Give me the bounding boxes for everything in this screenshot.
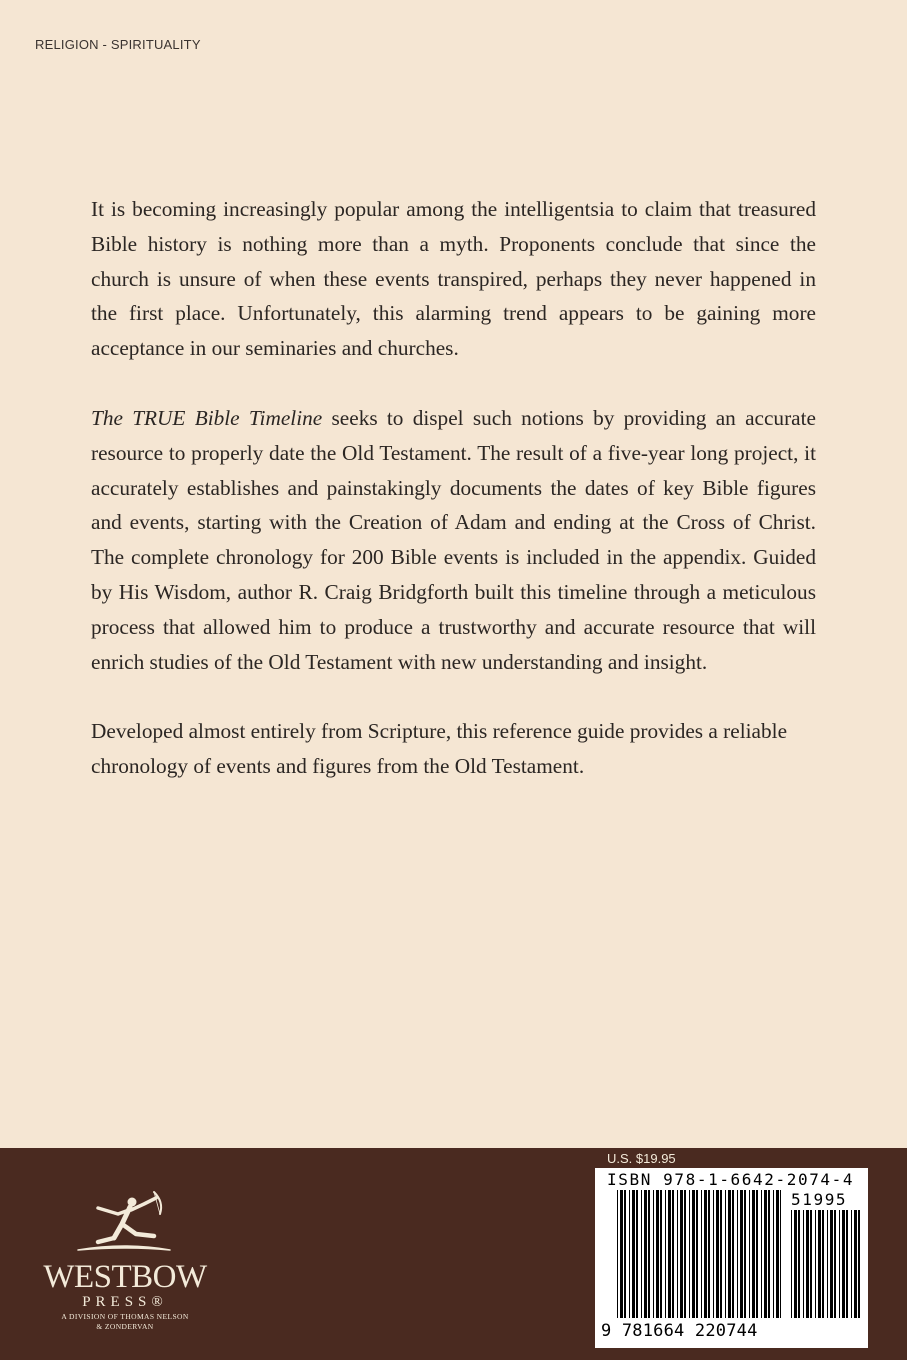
barcode-bar bbox=[749, 1190, 750, 1318]
barcode-bar bbox=[641, 1190, 642, 1318]
barcode-bar bbox=[842, 1210, 845, 1318]
price-label: U.S. $19.95 bbox=[607, 1151, 676, 1166]
barcode-bar bbox=[720, 1190, 722, 1318]
barcode-bar bbox=[684, 1190, 686, 1318]
publisher-division-line1: A DIVISION OF THOMAS NELSON bbox=[61, 1312, 189, 1321]
barcode-bar bbox=[617, 1190, 618, 1318]
barcode-bar bbox=[764, 1190, 767, 1318]
barcode-bar bbox=[624, 1190, 626, 1318]
barcode-bar bbox=[648, 1190, 650, 1318]
barcode-bar bbox=[768, 1190, 770, 1318]
barcode-bar bbox=[660, 1190, 662, 1318]
barcode-bar bbox=[696, 1190, 698, 1318]
description-paragraph-2-text: seeks to dispel such notions by providing an accurate resource to properly date the Old Testament. The result of a five-year long project, it accurately establishes and painstakingly documents the dates of key Bible figures and events, starting with the Creation of Adam and ending at the Cross of Christ. The complete chronology for 200 Bible events is included in the appendix. Guided by His Wisdom, author R. Craig Bridgforth built this timeline through a meticulous process that allowed him to produce a trustworthy and accurate resource that will enrich studies of the Old Testament with new understanding and insight. bbox=[91, 405, 816, 674]
barcode-bar bbox=[780, 1190, 781, 1318]
barcode-bar bbox=[636, 1190, 638, 1318]
barcode-bar bbox=[858, 1210, 860, 1318]
isbn-barcode bbox=[595, 1168, 868, 1348]
barcode-bar bbox=[704, 1190, 707, 1318]
barcode-bar bbox=[737, 1190, 738, 1318]
barcode-bar bbox=[725, 1190, 726, 1318]
barcode-bar bbox=[756, 1190, 758, 1318]
barcode-bar bbox=[827, 1210, 828, 1318]
barcode-bar bbox=[744, 1190, 746, 1318]
barcode-bar bbox=[692, 1190, 695, 1318]
publisher-logo bbox=[20, 1188, 230, 1348]
barcode-bar bbox=[708, 1190, 710, 1318]
barcode-bar bbox=[644, 1190, 647, 1318]
barcode-bar bbox=[803, 1210, 804, 1318]
barcode-bar bbox=[672, 1190, 674, 1318]
barcode-bar bbox=[740, 1190, 743, 1318]
publisher-name: WESTBOW bbox=[43, 1259, 207, 1295]
barcode-bar bbox=[818, 1210, 821, 1318]
barcode-bar bbox=[713, 1190, 714, 1318]
ean-digits: 9 781664 220744 bbox=[601, 1321, 758, 1341]
barcode-bar bbox=[794, 1210, 797, 1318]
barcode-bar bbox=[851, 1210, 852, 1318]
archer-figure-icon bbox=[70, 1188, 180, 1260]
barcode-bar bbox=[632, 1190, 635, 1318]
barcode-bar bbox=[653, 1190, 654, 1318]
barcode-bar bbox=[834, 1210, 836, 1318]
barcode-bar bbox=[732, 1190, 734, 1318]
barcode-bar bbox=[761, 1190, 762, 1318]
back-cover-description bbox=[91, 192, 816, 819]
price-addon-number: 51995 bbox=[791, 1190, 848, 1209]
barcode-bar bbox=[728, 1190, 731, 1318]
barcode-bar bbox=[846, 1210, 848, 1318]
barcode-bar bbox=[668, 1190, 671, 1318]
barcode-bar bbox=[822, 1210, 824, 1318]
category-label: RELIGION - SPIRITUALITY bbox=[35, 37, 201, 52]
barcode-bar bbox=[752, 1190, 755, 1318]
barcode-bar bbox=[798, 1210, 800, 1318]
description-paragraph-2 bbox=[91, 401, 816, 679]
publisher-press: PRESS® bbox=[82, 1294, 168, 1310]
description-paragraph-1: It is becoming increasingly popular among the intelligentsia to claim that treasured Bible history is nothing more than a myth. Proponents conclude that since the church is unsure of when these events transpired, perhaps they never happened in the first place. Unfortunately, this alarming trend appears to be gaining more acceptance in our seminaries and churches. bbox=[91, 197, 816, 361]
isbn-number: ISBN 978-1-6642-2074-4 bbox=[607, 1170, 855, 1189]
barcode-bar bbox=[776, 1190, 779, 1318]
barcode-bar bbox=[791, 1210, 792, 1318]
barcode-bar bbox=[716, 1190, 719, 1318]
barcode-bar bbox=[815, 1210, 816, 1318]
publisher-division-line2: & ZONDERVAN bbox=[96, 1322, 154, 1331]
barcode-bar bbox=[677, 1190, 678, 1318]
barcode-bar bbox=[830, 1210, 833, 1318]
barcode-bar bbox=[854, 1210, 857, 1318]
barcode-bar bbox=[806, 1210, 809, 1318]
barcode-bar bbox=[656, 1190, 659, 1318]
barcode-bar bbox=[701, 1190, 702, 1318]
barcode-bar bbox=[689, 1190, 690, 1318]
description-paragraph-3: Developed almost entirely from Scripture, this reference guide provides a reliable chronology of events and figures from the Old Testament. bbox=[91, 719, 788, 779]
barcode-bar bbox=[773, 1190, 774, 1318]
book-title-italic: The TRUE Bible Timeline bbox=[91, 405, 323, 430]
barcode-bar bbox=[680, 1190, 683, 1318]
barcode-bar bbox=[839, 1210, 840, 1318]
barcode-bar bbox=[629, 1190, 630, 1318]
barcode-bar bbox=[810, 1210, 812, 1318]
barcode-bar bbox=[620, 1190, 623, 1318]
barcode-bar bbox=[665, 1190, 666, 1318]
